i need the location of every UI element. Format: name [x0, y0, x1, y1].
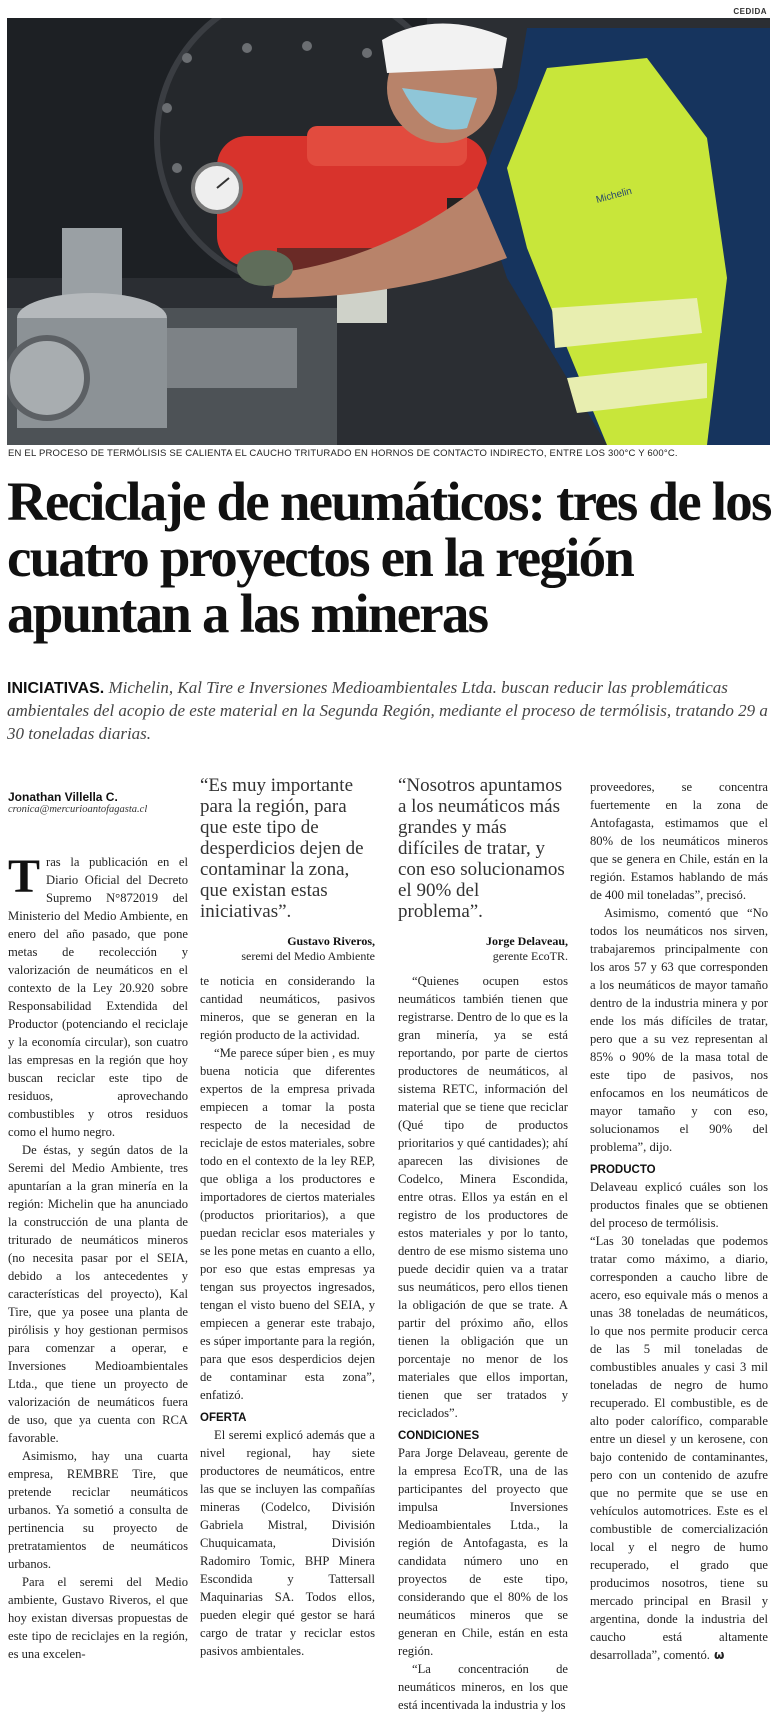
deck-text: Michelin, Kal Tire e Inversiones Medioambientales Ltda. buscan reducir las problemáticas ambientales del acopio de este material en la Segunda Región, mediante el proceso de termólisis, tratando 29 a 30 toneladas diarias.	[7, 678, 768, 743]
column-2	[200, 972, 375, 1660]
photo-illustration	[7, 18, 770, 445]
paragraph: “Las 30 toneladas que podemos tratar como máximo, a diario, corresponden a caucho libre de acero, eso equivale más o menos a unas 38 toneladas de neumáticos, lo que nos permite producir cerca de las 5 mil toneladas de combustibles anuales y casi 3 mil toneladas de negro de humo recuperado. El combustible, es de alto poder calorífico, comparable entre un diesel y un kerosene, con bajo contenido de contaminantes, pero con un contenido de azufre que no permite que se use en vehículos automotrices. Este es el combustible de comercialización local y el negro de humo recuperado, el grado que producimos nosotros, tiene su mercado principal en Brasil y argentina, donde la industria del caucho está altamente desarrollada”, comentó. ω	[590, 1234, 768, 1662]
column-4	[590, 778, 768, 1664]
byline-author: Jonathan Villella C.	[8, 790, 118, 804]
photo-credit: CEDIDA	[733, 7, 767, 16]
paragraph: Asimismo, comentó que “No todos los neumáticos nos sirven, trabajaremos principalmente con los aros 57 y 63 que corresponden a los neumáticos de mayor tamaño dentro de la industria minera y por ende los más difíciles de tratar, pero que a su vez representan al 85% o 90% de la masa total de este tipo de pasivos, nos enfocamos en los neumáticos de mayor tamaño y con eso, solucionamos el 90% del problema”, dijo.	[590, 906, 768, 1154]
paragraph: “Me parece súper bien , es muy buena noticia que diferentes expertos de la empresa privada empiecen a tomar la posta respecto de la necesidad de reciclaje de estos materiales, sobre todo en el contexto de la ley REP, que obliga a los productores e importadores de ciertos materiales (productos prioritarios), a que puedan reciclar esos materiales y se les pone metas en cuanto a ello, por eso que estas empresas ya tengan sus proyectos ingresados, tengan el visto bueno del SEIA, y empiecen a generar este trabajo, es súper importante para la región, para que esos desperdicios dejen de contaminar esta zona”, enfatizó.	[200, 1046, 375, 1402]
column-1	[8, 790, 188, 1663]
deck	[7, 676, 769, 745]
pull-quote-role: gerente EcoTR.	[492, 949, 568, 963]
paragraph: El seremi explicó además que a nivel regional, hay siete productores de neumáticos, entre las que se incluyen las compañías mineras (Codelco, División Gabriela Mistral, División Chuquicamata, División Radomiro Tomic, BHP Minera Escondida y Tattersall Maquinarias SA. Todos ellos, pueden elegir qué gestor se hará cargo de tratar y reciclar estos pasivos ambientales.	[200, 1428, 375, 1658]
paragraph: Para Jorge Delaveau, gerente de la empresa EcoTR, una de las participantes del proyecto que impulsa Inversiones Medioambientales Ltda., la región de Antofagasta, es la candidata número uno en proyectos de este tipo, considerando que el 80% de los neumáticos mineros que se generan en Chile, están en esta región.	[398, 1446, 568, 1658]
paragraph: proveedores, se concentra fuertemente en la zona de Antofagasta, estimamos que el 80% de los neumáticos mineros que se genera en Chile, están en la región. Estamos hablando de más de 400 mil toneladas”, precisó.	[590, 780, 768, 902]
paragraph: te noticia en considerando la cantidad neumáticos, pasivos mineros, que se generan en la región producto de la actividad.	[200, 974, 375, 1042]
headline: Reciclaje de neumáticos: tres de los cuatro proyectos en la región apuntan a las mineras	[7, 471, 771, 644]
byline-email: cronica@mercurioantofagasta.cl	[8, 804, 148, 815]
paragraph: Asimismo, hay una cuarta empresa, REMBRE Tire, que pretende reciclar neumáticos urbanos. Ya sometió a consulta de pertinencia su proyecto de pretratamientos de neumáticos urbanos.	[8, 1449, 188, 1571]
pull-quote-name: Gustavo Riveros,	[287, 934, 375, 948]
pull-quote-1	[200, 775, 375, 964]
vest-logo-text: Michelin	[594, 185, 634, 206]
dropcap: T	[8, 850, 41, 903]
paragraph: De éstas, y según datos de la Seremi del Medio Ambiente, tres apuntarían a la gran minería en la región: Michelin que ha anunciado la construcción de una planta de triturado de neumáticos mineros (no necesita pasar por el SEIA, debido a los antecedentes y características del proyecto), Kal Tire, que ya posee una planta de pirólisis y hoy gestionan permisos para comenzar a operar, e Inversiones Medioambientales Ltda., que tiene un proyecto de valorización de neumáticos fuera de uso, que ya cuenta con RCA favorable.	[8, 1143, 188, 1445]
subhead-oferta: OFERTA	[200, 1412, 247, 1424]
deck-kicker: INICIATIVAS.	[7, 680, 105, 697]
article-photo	[7, 18, 770, 445]
subhead-condiciones: CONDICIONES	[398, 1430, 480, 1442]
paragraph: Para el seremi del Medio ambiente, Gustavo Riveros, el que hoy existan diversas propuestas de este tipo de reciclajes en la región, es una excelen-	[8, 1575, 188, 1661]
end-of-article-mark: ω	[713, 1648, 725, 1662]
paragraph: Delaveau explicó cuáles son los productos finales que se obtienen del proceso de termólisis.	[590, 1180, 768, 1230]
pull-quote-name: Jorge Delaveau,	[486, 934, 568, 948]
pull-quote-text: “Es muy importante para la región, para que este tipo de desperdicios dejen de contaminar la zona, que existan estas iniciativas”.	[200, 775, 364, 922]
paragraph: “La concentración de neumáticos mineros, en los que está incentivada la industria y los	[398, 1662, 568, 1712]
column-3	[398, 972, 568, 1714]
paragraph: Tras la publicación en el Diario Oficial del Decreto Supremo N°872019 del Ministerio del Medio Ambiente, en enero del año pasado, que pone metas de recolección y valorización de neumáticos en el contexto de la Ley 20.920 sobre Responsabilidad Extendida del Productor (potenciando el reciclaje y la economía circular), son cuatro las empresas en la región que hoy buscan reciclar este tipo de residuos, aprovechando combustibles y otros residuos como el humo negro.	[8, 850, 188, 1139]
paragraph: “Quienes ocupen estos neumáticos también tienen que registrarse. Dentro de lo que es la gran minería, ya se está reportando, por parte de ciertos productores de neumáticos, al sistema RETC, información del material que se tiene que reciclar (Qué tipo de productos prioritarios y qué cantidades); ahí aparecen las divisiones de Codelco, Minera Escondida, entre otras. Ellos ya están en el registro de los productores de estos materiales y por lo tanto, dentro de ese mismo sistema uno puede decidir quien va a tratar sus neumáticos, pero ellos tienen la obligación de que se trate. A partir del próximo año, ellos tienen la obligación que un porcentaje no menor de los materiales que ellos importan, tienen que ser tratados y reciclados”.	[398, 974, 568, 1420]
pull-quote-text: “Nosotros apuntamos a los neumáticos más grandes y más difíciles de tratar, y con eso solucionamos el 90% del problema”.	[398, 775, 565, 922]
pull-quote-2	[398, 775, 568, 964]
photo-caption: EN EL PROCESO DE TERMÓLISIS SE CALIENTA EL CAUCHO TRITURADO EN HORNOS DE CONTACTO INDIRECTO, ENTRE LOS 300°C Y 600°C.	[8, 448, 678, 459]
pull-quote-role: seremi del Medio Ambiente	[241, 949, 375, 963]
subhead-producto: PRODUCTO	[590, 1164, 656, 1176]
